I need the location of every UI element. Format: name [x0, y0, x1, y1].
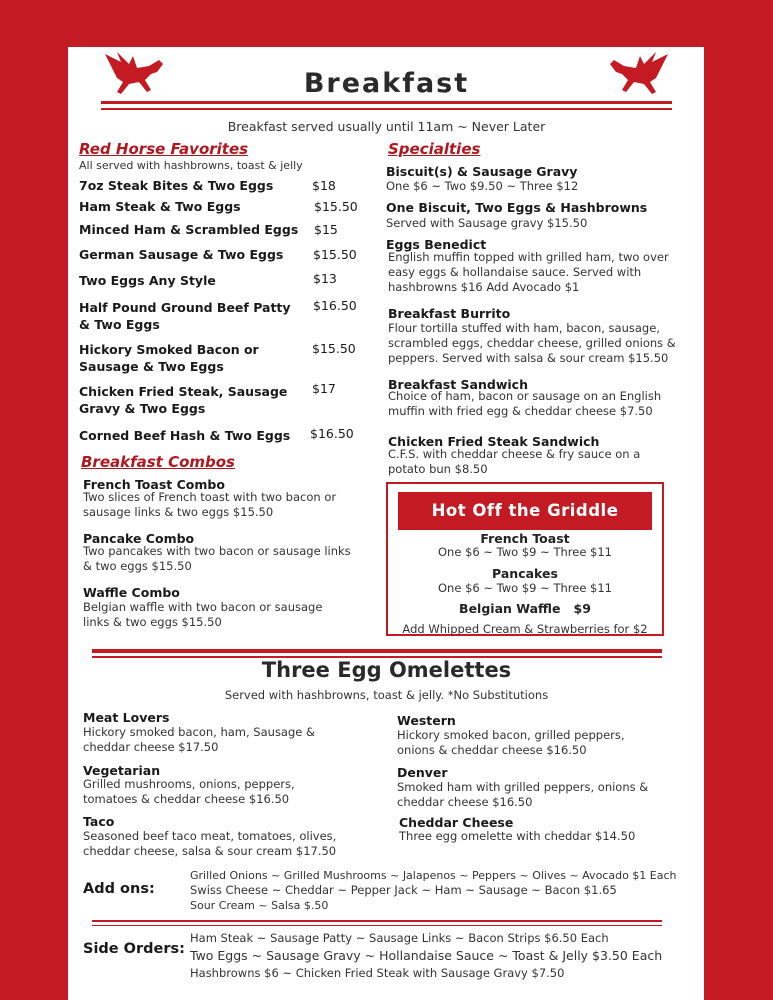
- sides-line: Two Eggs ~ Sausage Gravy ~ Hollandaise Sauce ~ Toast & Jelly $3.50 Each: [190, 948, 663, 963]
- addons-line: Sour Cream ~ Salsa $.50: [190, 899, 329, 912]
- griddle-waffle-line: [386, 601, 664, 616]
- specialty-desc: C.F.S. with cheddar cheese & fry sauce on a potato bun $8.50: [388, 447, 641, 476]
- page-title: Breakfast: [303, 68, 470, 99]
- sides-rule-bottom: [92, 925, 662, 926]
- omelette-name: Vegetarian: [83, 763, 161, 778]
- omelettes-note: Served with hashbrowns, toast & jelly. *No Substitutions: [224, 688, 549, 702]
- omelette-name: Cheddar Cheese: [399, 815, 514, 830]
- menu-item-name: Two Eggs Any Style: [79, 273, 216, 288]
- header-rule-top: [101, 101, 672, 104]
- omelette-name: Meat Lovers: [83, 710, 170, 725]
- griddle-heading: Hot Off the Griddle: [398, 492, 652, 530]
- combo-name: French Toast Combo: [83, 477, 225, 492]
- specialty-desc: One $6 ~ Two $9.50 ~ Three $12: [386, 179, 579, 193]
- griddle-addon: Add Whipped Cream & Strawberries for $2: [402, 622, 648, 636]
- omelette-desc: Grilled mushrooms, onions, peppers, tomatoes & cheddar cheese $16.50: [83, 777, 295, 806]
- griddle-waffle-price: $9: [573, 601, 591, 616]
- menu-item-name: Ham Steak & Two Eggs: [79, 199, 241, 214]
- griddle-pancakes: Pancakes: [492, 566, 558, 581]
- specialty-name: Breakfast Burrito: [388, 306, 511, 321]
- combo-desc: Two slices of French toast with two bacon or sausage links & two eggs $15.50: [83, 490, 337, 519]
- menu-item-price: $15.50: [314, 199, 358, 214]
- omelette-name: Denver: [397, 765, 448, 780]
- page-subtitle: Breakfast served usually until 11am ~ Never Later: [227, 119, 546, 134]
- combo-desc: Belgian waffle with two bacon or sausage links & two eggs $15.50: [83, 600, 323, 629]
- specialty-name: One Biscuit, Two Eggs & Hashbrowns: [386, 200, 648, 215]
- sides-label: Side Orders:: [83, 941, 185, 957]
- omelette-name: Western: [397, 713, 456, 728]
- header-rule-bottom: [101, 108, 672, 110]
- specialty-desc: Choice of ham, bacon or sausage on an English muffin with fried egg & cheddar cheese $7.50: [388, 389, 662, 418]
- specialty-name: Biscuit(s) & Sausage Gravy: [386, 164, 578, 179]
- griddle-waffle: Belgian Waffle: [459, 601, 561, 616]
- menu-item-price: $13: [313, 271, 337, 286]
- sides-line: Hashbrowns $6 ~ Chicken Fried Steak with Sausage Gravy $7.50: [190, 966, 565, 980]
- combos-heading: Breakfast Combos: [81, 453, 235, 471]
- addons-line: Swiss Cheese ~ Cheddar ~ Pepper Jack ~ Ham ~ Sausage ~ Bacon $1.65: [190, 883, 617, 897]
- addons-line: Grilled Onions ~ Grilled Mushrooms ~ Jalapenos ~ Peppers ~ Olives ~ Avocado $1 Each: [190, 869, 677, 882]
- menu-item-name: Corned Beef Hash & Two Eggs: [79, 428, 291, 443]
- menu-item-price: $16.50: [313, 298, 357, 313]
- specialty-name: Eggs Benedict: [386, 237, 487, 252]
- menu-item-name: German Sausage & Two Eggs: [79, 247, 284, 262]
- menu-item-price: $15.50: [313, 247, 357, 262]
- menu-item-name: Minced Ham & Scrambled Eggs: [79, 222, 299, 237]
- omelette-desc: Three egg omelette with cheddar $14.50: [399, 829, 636, 843]
- omelettes-heading: Three Egg Omelettes: [261, 658, 512, 682]
- combo-name: Pancake Combo: [83, 531, 195, 546]
- red-horse-note: All served with hashbrowns, toast & jelly: [79, 159, 303, 172]
- omelette-desc: Smoked ham with grilled peppers, onions & cheddar cheese $16.50: [397, 780, 649, 809]
- omelette-rule-top: [92, 649, 662, 653]
- sides-line: Ham Steak ~ Sausage Patty ~ Sausage Links ~ Bacon Strips $6.50 Each: [190, 931, 609, 945]
- menu-item-price: $15.50: [312, 341, 356, 356]
- addons-label: Add ons:: [83, 881, 155, 897]
- menu-item-price: $15: [314, 222, 338, 237]
- red-horse-heading: Red Horse Favorites: [79, 140, 249, 158]
- combo-desc: Two pancakes with two bacon or sausage links & two eggs $15.50: [83, 544, 351, 573]
- combo-name: Waffle Combo: [83, 585, 180, 600]
- specialty-desc: English muffin topped with grilled ham, two over easy eggs & hollandaise sauce. Served with hashbrowns $16 Add Avocado $1: [388, 250, 669, 294]
- menu-item-name: 7oz Steak Bites & Two Eggs: [79, 178, 274, 193]
- sides-rule-top: [92, 920, 662, 922]
- menu-item-name: Chicken Fried Steak, Sausage Gravy & Two Eggs: [79, 384, 288, 416]
- menu-item-price: $17: [312, 381, 336, 396]
- specialty-desc: Flour tortilla stuffed with ham, bacon, sausage, scrambled eggs, cheddar cheese, grilled onions & peppers. Served with salsa & sour cream $15.50: [388, 321, 676, 365]
- omelette-desc: Seasoned beef taco meat, tomatoes, olives, cheddar cheese, salsa & sour cream $17.50: [83, 829, 337, 858]
- menu-item-price: $18: [312, 178, 336, 193]
- specialties-heading: Specialties: [388, 140, 481, 158]
- griddle-french-toast-prices: One $6 ~ Two $9 ~ Three $11: [438, 545, 612, 559]
- menu-item-name: Hickory Smoked Bacon or Sausage & Two Eggs: [79, 342, 259, 374]
- specialty-name: Chicken Fried Steak Sandwich: [388, 434, 600, 449]
- omelette-desc: Hickory smoked bacon, grilled peppers, onions & cheddar cheese $16.50: [397, 728, 625, 757]
- griddle-french-toast: French Toast: [480, 531, 570, 546]
- omelette-name: Taco: [83, 814, 115, 829]
- specialty-desc: Served with Sausage gravy $15.50: [386, 216, 588, 230]
- menu-item-name: Half Pound Ground Beef Patty & Two Eggs: [79, 300, 291, 332]
- menu-item-price: $16.50: [310, 426, 354, 441]
- griddle-pancakes-prices: One $6 ~ Two $9 ~ Three $11: [438, 581, 612, 595]
- specialty-name: Breakfast Sandwich: [388, 377, 528, 392]
- omelette-desc: Hickory smoked bacon, ham, Sausage & cheddar cheese $17.50: [83, 725, 315, 754]
